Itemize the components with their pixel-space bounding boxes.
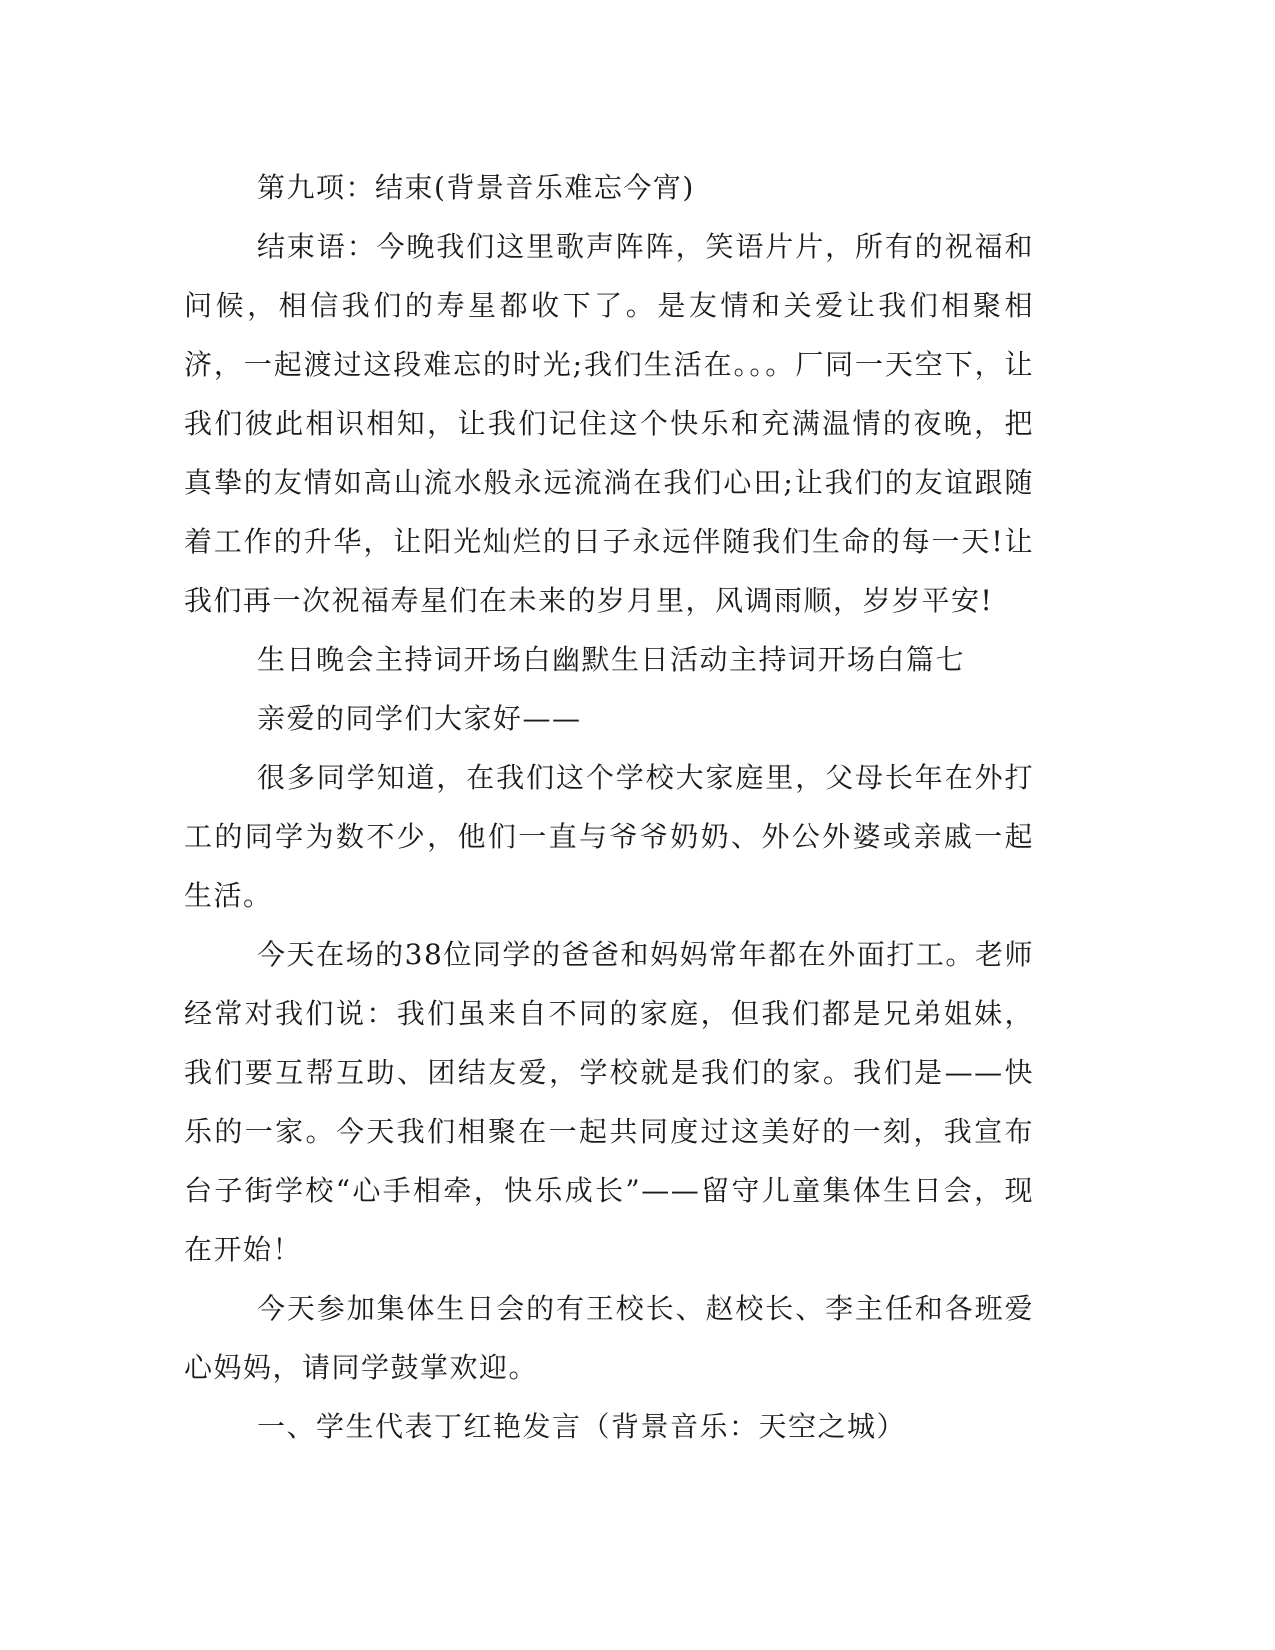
paragraph-closing-remarks: 结束语：今晚我们这里歌声阵阵，笑语片片，所有的祝福和问候，相信我们的寿星都收下了。是友情和关爱让我们相聚相济，一起渡过这段难忘的时光;我们生活在。。。厂同一天空下，让我们彼此相识相知，让我们记住这个快乐和充满温情的夜晚，把真挚的友情如高山流水般永远流淌在我们心田;让我们的友谊跟随着工作的升华，让阳光灿烂的日子永远伴随我们生命的每一天!让我们再一次祝福寿星们在未来的岁月里，风调雨顺，岁岁平安! <box>184 230 1034 617</box>
paragraph-intro: 很多同学知道，在我们这个学校大家庭里，父母长年在外打工的同学为数不少，他们一直与爷爷奶奶、外公外婆或亲戚一起生活。 <box>184 761 1034 912</box>
paragraph-ending-item: 第九项：结束(背景音乐难忘今宵) <box>257 171 695 204</box>
paragraph-opening: 今天在场的38位同学的爸爸和妈妈常年都在外面打工。老师经常对我们说：我们虽来自不同的家庭，但我们都是兄弟姐妹，我们要互帮互助、团结友爱，学校就是我们的家。我们是——快乐的一家。今天我们相聚在一起共同度过这美好的一刻，我宣布台子街学校“心手相牵，快乐成长”——留守儿童集体生日会，现在开始！ <box>184 938 1034 1266</box>
paragraph-greeting: 亲爱的同学们大家好—— <box>257 702 582 735</box>
paragraph-guests: 今天参加集体生日会的有王校长、赵校长、李主任和各班爱心妈妈，请同学鼓掌欢迎。 <box>184 1292 1034 1384</box>
document-body <box>184 158 1034 1456</box>
paragraph-section-heading: 生日晚会主持词开场白幽默生日活动主持词开场白篇七 <box>257 643 966 676</box>
paragraph-program-item-one: 一、学生代表丁红艳发言（背景音乐：天空之城） <box>257 1410 907 1443</box>
